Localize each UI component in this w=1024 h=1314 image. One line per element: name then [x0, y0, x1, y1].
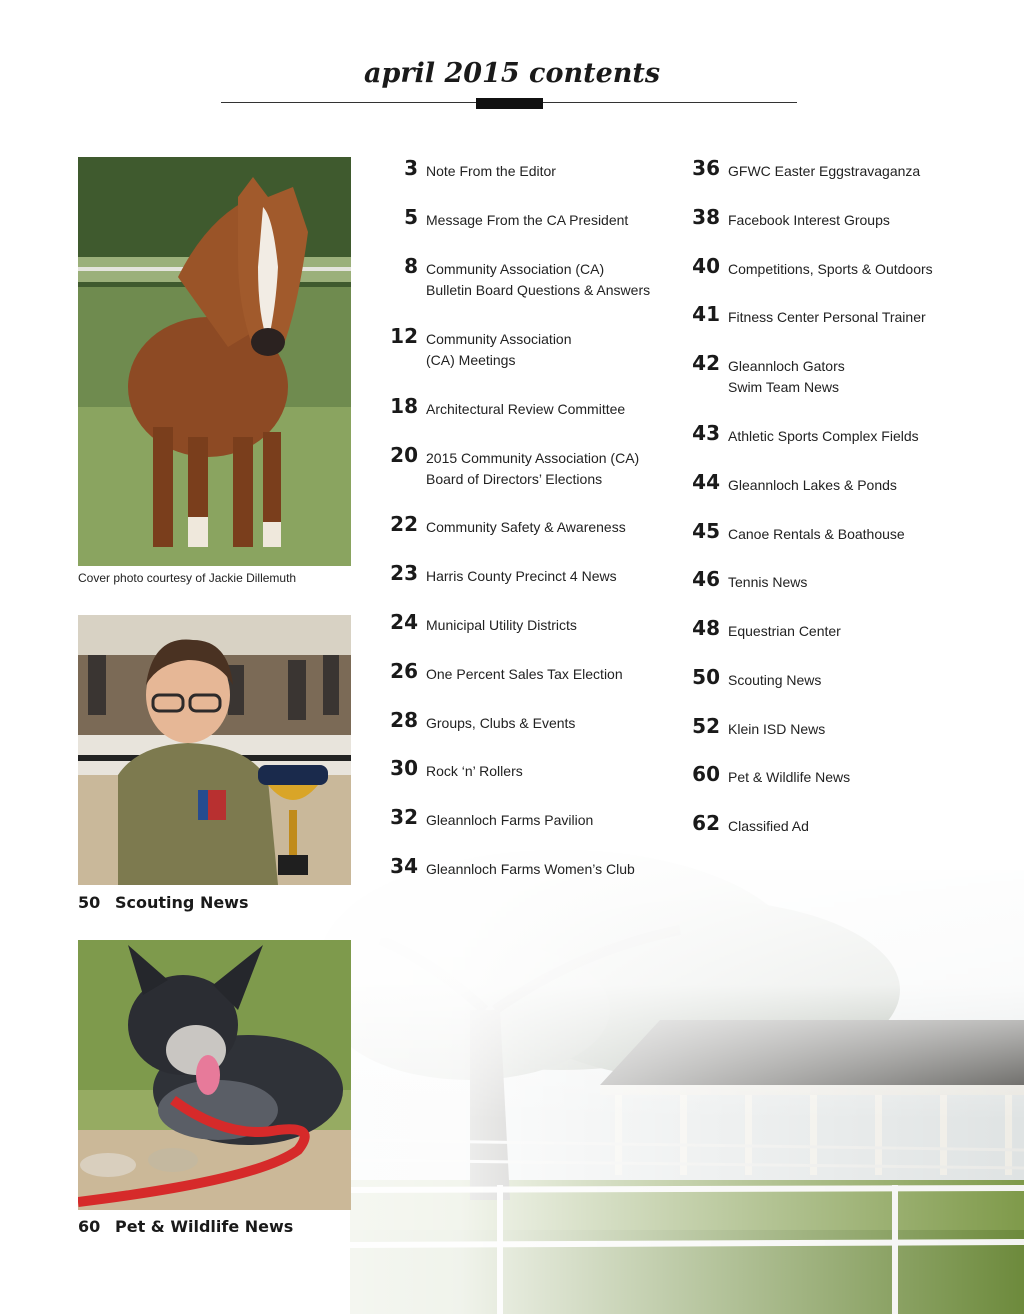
- toc-title: Municipal Utility Districts: [426, 617, 577, 633]
- toc-page-number: 60: [692, 762, 720, 786]
- toc-title: GFWC Easter Eggstravaganza: [728, 163, 921, 179]
- toc-title: Note From the Editor: [426, 163, 556, 179]
- toc-title: Architectural Review Committee: [426, 401, 626, 417]
- toc-title: Groups, Clubs & Events: [426, 715, 576, 731]
- toc-title: Equestrian Center: [728, 623, 841, 639]
- scouting-caption: [78, 893, 248, 912]
- toc-page-number: 40: [692, 254, 720, 278]
- toc-page-number: 30: [390, 756, 418, 780]
- scouting-caption-page: 50: [78, 893, 101, 912]
- toc-page-number: 28: [390, 708, 418, 732]
- toc-page-number: 52: [692, 714, 720, 738]
- toc-page-number: 44: [692, 470, 720, 494]
- toc-page-number: 36: [692, 156, 720, 180]
- toc-title: Pet & Wildlife News: [728, 769, 851, 785]
- toc-title: One Percent Sales Tax Election: [426, 666, 623, 682]
- toc-title: 2015 Community Association (CA) Board of Directors’ Elections: [426, 450, 640, 487]
- toc-title: Message From the CA President: [426, 212, 629, 228]
- toc-page-number: 42: [692, 351, 720, 375]
- toc-page-number: 26: [390, 659, 418, 683]
- toc-page-number: 41: [692, 302, 720, 326]
- toc-page-number: 24: [390, 610, 418, 634]
- toc-title: Scouting News: [728, 672, 822, 688]
- toc-title: Gleannloch Farms Women’s Club: [426, 861, 635, 877]
- scout-photo: [78, 615, 351, 885]
- toc-page-number: 34: [390, 854, 418, 878]
- toc-title: Harris County Precinct 4 News: [426, 568, 617, 584]
- toc-title: Fitness Center Personal Trainer: [728, 309, 926, 325]
- toc-title: Community Association (CA) Bulletin Board Questions & Answers: [426, 261, 651, 298]
- toc-title: Athletic Sports Complex Fields: [728, 428, 919, 444]
- toc-title: Facebook Interest Groups: [728, 212, 890, 228]
- scouting-caption-label: Scouting News: [115, 893, 249, 912]
- toc-page-number: 43: [692, 421, 720, 445]
- cover-photo-credit: Cover photo courtesy of Jackie Dillemuth: [78, 571, 297, 585]
- toc-page-number: 3: [404, 156, 418, 180]
- toc-title: Classified Ad: [728, 818, 809, 834]
- pet-caption: [78, 1217, 293, 1236]
- toc-page-number: 50: [692, 665, 720, 689]
- dog-photo: [78, 940, 351, 1210]
- toc-page-number: 18: [390, 394, 418, 418]
- toc-page-number: 5: [404, 205, 418, 229]
- toc-page-number: 32: [390, 805, 418, 829]
- toc-title: Rock ‘n’ Rollers: [426, 763, 523, 779]
- toc-title: Competitions, Sports & Outdoors: [728, 261, 933, 277]
- toc-title: Tennis News: [728, 574, 808, 590]
- toc-page-number: 45: [692, 519, 720, 543]
- toc-page-number: 48: [692, 616, 720, 640]
- toc-page-number: 22: [390, 512, 418, 536]
- toc-page-number: 8: [404, 254, 418, 278]
- pet-caption-page: 60: [78, 1217, 101, 1236]
- toc-page-number: 23: [390, 561, 418, 585]
- horse-photo: [78, 157, 351, 566]
- toc-title: Community Safety & Awareness: [426, 519, 626, 535]
- toc-title: Canoe Rentals & Boathouse: [728, 526, 905, 542]
- toc-title: Gleannloch Farms Pavilion: [426, 812, 594, 828]
- toc-title: Community Association (CA) Meetings: [426, 331, 572, 368]
- toc-page-number: 46: [692, 567, 720, 591]
- pet-caption-label: Pet & Wildlife News: [115, 1217, 294, 1236]
- toc-title: Klein ISD News: [728, 721, 826, 737]
- toc-page-number: 20: [390, 443, 418, 467]
- toc-page-number: 12: [390, 324, 418, 348]
- toc-title: Gleannloch Lakes & Ponds: [728, 477, 897, 493]
- title-accent-bar: [476, 98, 543, 109]
- toc-title: Gleannloch Gators Swim Team News: [728, 358, 845, 395]
- page-title: april 2015 contents: [363, 58, 661, 89]
- toc-page-number: 38: [692, 205, 720, 229]
- toc-page-number: 62: [692, 811, 720, 835]
